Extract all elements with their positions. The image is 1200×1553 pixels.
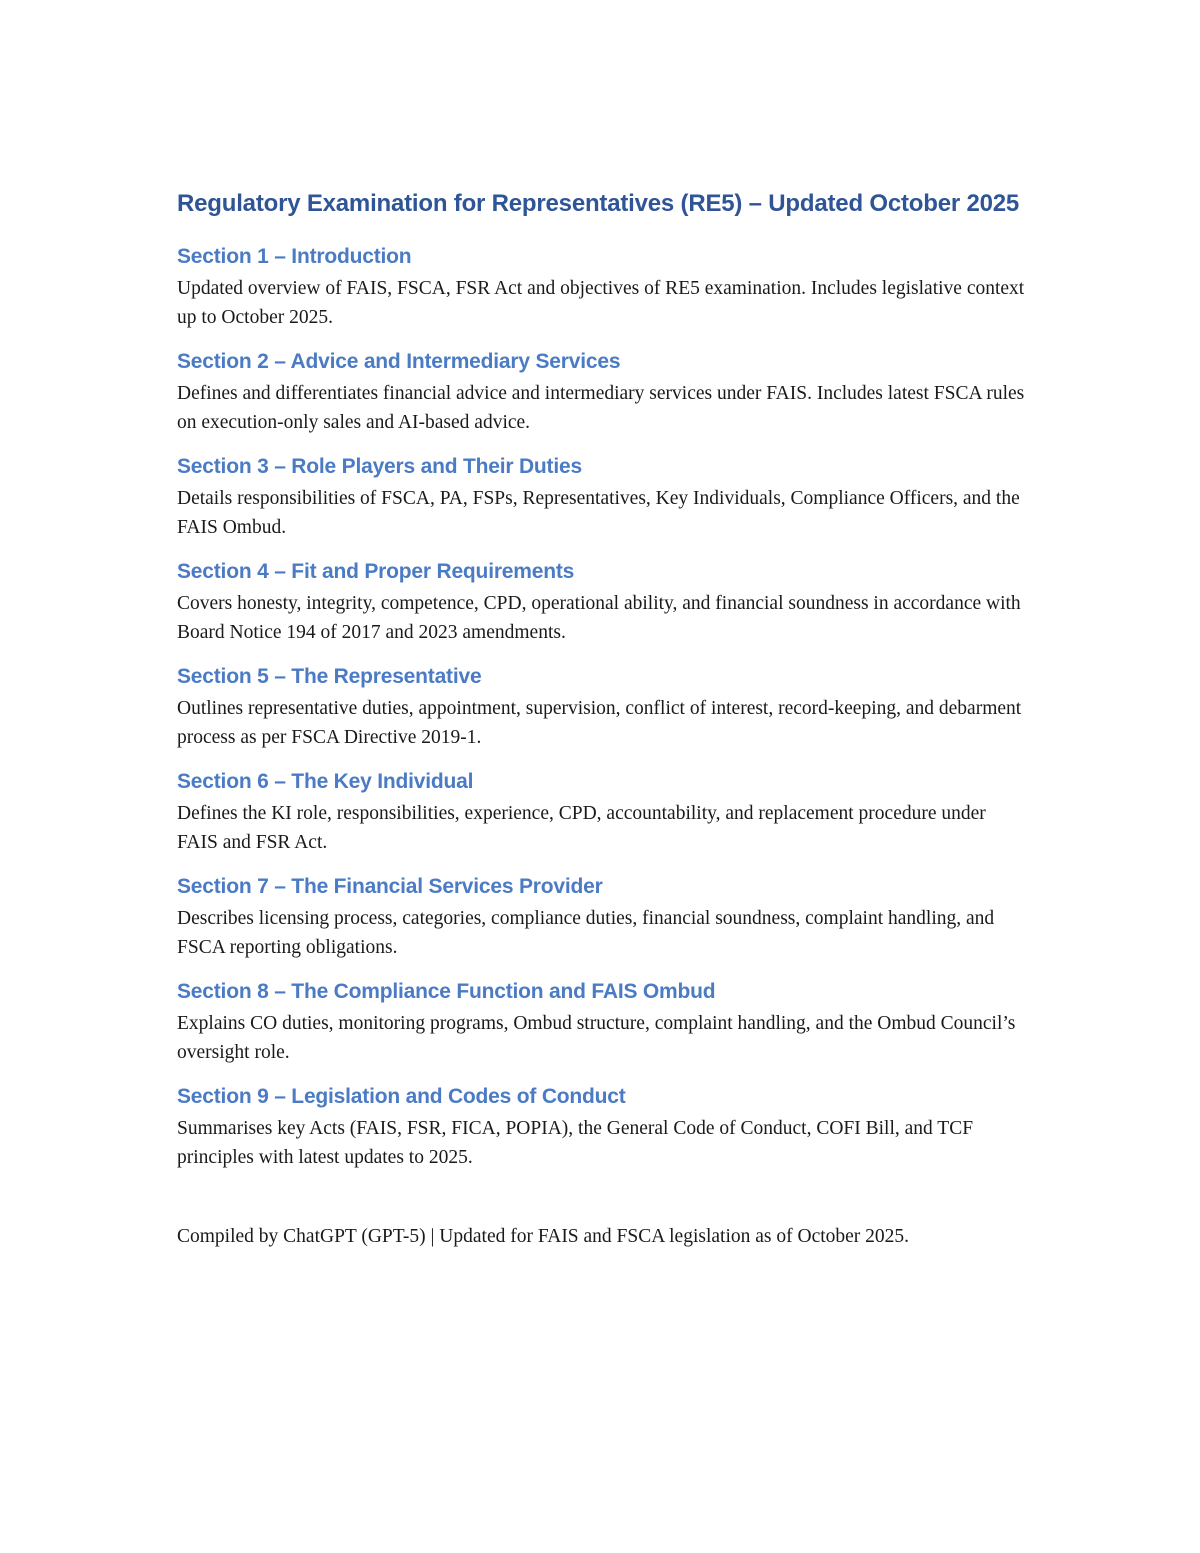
- section-7: [177, 872, 1027, 962]
- section-heading: Section 5 – The Representative: [177, 665, 482, 688]
- section-body: Describes licensing process, categories, compliance duties, financial soundness, complaint handling, and FSCA reporting obligations.: [177, 908, 995, 958]
- section-heading: Section 9 – Legislation and Codes of Conduct: [177, 1085, 626, 1108]
- section-5: [177, 662, 1027, 752]
- section-heading: Section 2 – Advice and Intermediary Services: [177, 350, 621, 373]
- section-body: Details responsibilities of FSCA, PA, FSPs, Representatives, Key Individuals, Compliance Officers, and the FAIS Ombud.: [177, 488, 1020, 538]
- section-9: [177, 1082, 1027, 1172]
- section-body: Outlines representative duties, appointment, supervision, conflict of interest, record-keeping, and debarment process as per FSCA Directive 2019-1.: [177, 698, 1022, 748]
- document-title: Regulatory Examination for Representatives (RE5) – Updated October 2025: [177, 190, 1020, 217]
- section-3: [177, 452, 1027, 542]
- section-body: Defines the KI role, responsibilities, experience, CPD, accountability, and replacement procedure under FAIS and FSR Act.: [177, 803, 986, 853]
- section-6: [177, 767, 1027, 857]
- section-heading: Section 8 – The Compliance Function and FAIS Ombud: [177, 980, 716, 1003]
- section-body: Defines and differentiates financial advice and intermediary services under FAIS. Includes latest FSCA rules on execution-only sales and AI-based advice.: [177, 383, 1025, 433]
- section-body: Explains CO duties, monitoring programs, Ombud structure, complaint handling, and the Ombud Council’s oversight role.: [177, 1013, 1016, 1063]
- section-heading: Section 4 – Fit and Proper Requirements: [177, 560, 575, 583]
- document-footer: Compiled by ChatGPT (GPT-5) | Updated for FAIS and FSCA legislation as of October 2025.: [177, 1226, 910, 1247]
- section-heading: Section 1 – Introduction: [177, 245, 412, 268]
- section-body: Covers honesty, integrity, competence, CPD, operational ability, and financial soundness in accordance with Board Notice 194 of 2017 and 2023 amendments.: [177, 593, 1021, 643]
- section-8: [177, 977, 1027, 1067]
- section-heading: Section 3 – Role Players and Their Duties: [177, 455, 582, 478]
- section-4: [177, 557, 1027, 647]
- section-heading: Section 6 – The Key Individual: [177, 770, 474, 793]
- section-2: [177, 347, 1027, 437]
- document-page: [177, 184, 1027, 1251]
- section-body: Summarises key Acts (FAIS, FSR, FICA, POPIA), the General Code of Conduct, COFI Bill, and TCF principles with latest updates to 2025.: [177, 1118, 974, 1168]
- section-body: Updated overview of FAIS, FSCA, FSR Act and objectives of RE5 examination. Includes legislative context up to October 2025.: [177, 278, 1025, 328]
- section-heading: Section 7 – The Financial Services Provider: [177, 875, 603, 898]
- section-1: [177, 242, 1027, 332]
